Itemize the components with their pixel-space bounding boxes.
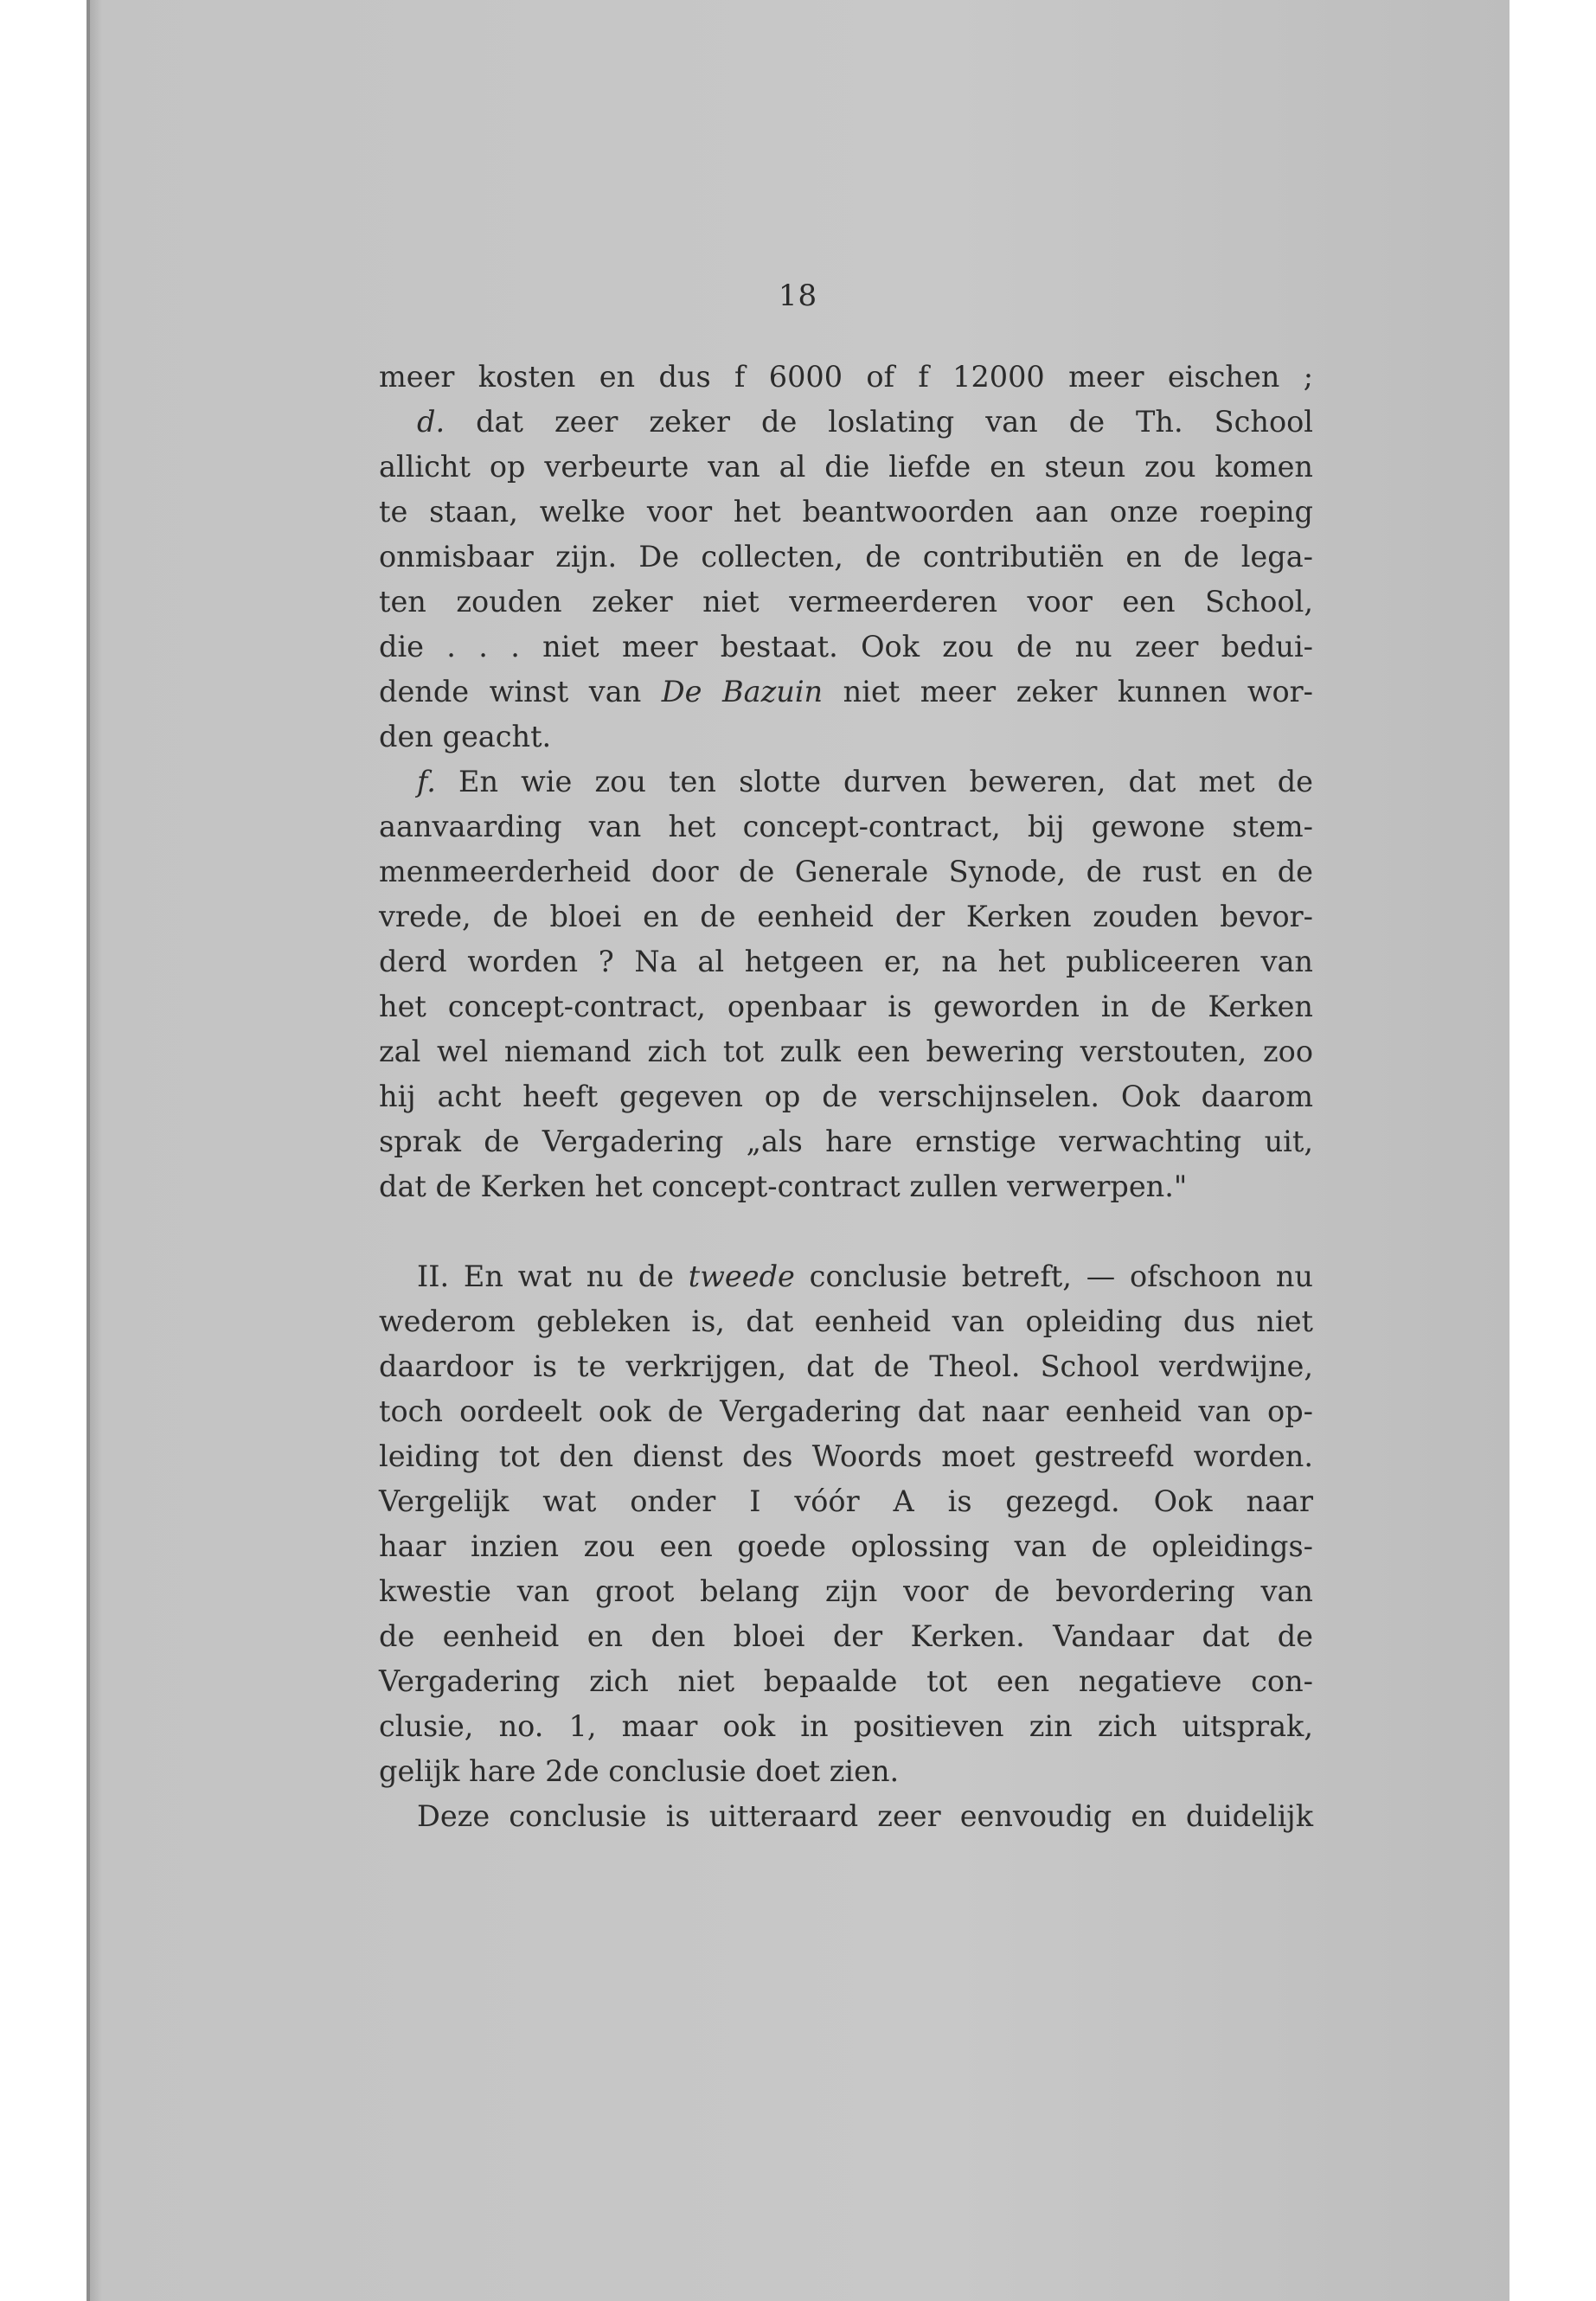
text-line: gelijk hare 2de conclusie doet zien. — [379, 1754, 900, 1788]
text-line — [379, 760, 1313, 804]
text-line — [379, 1254, 1313, 1299]
scan-margin-right — [1509, 0, 1596, 2301]
text-line: vrede, de bloei en de eenheid der Kerken zouden bevor- — [379, 900, 1313, 933]
text-line: clusie, no. 1, maar ook in positieven zin zich uitsprak, — [379, 1709, 1313, 1743]
text-line: den geacht. — [379, 720, 552, 753]
text-line: daardoor is te verkrijgen, dat de Theol. School verdwijne, — [379, 1349, 1313, 1383]
text-line: ten zouden zeker niet vermeerderen voor een School, — [379, 585, 1313, 619]
text-line: te staan, welke voor het beantwoorden aan onze roeping — [379, 495, 1313, 529]
text-line: Deze conclusie is uitteraard zeer eenvoudig en duidelijk — [417, 1799, 1313, 1833]
text-line — [379, 670, 1313, 715]
text-line: Vergelijk wat onder I vóór A is gezegd. Ook naar — [379, 1484, 1313, 1518]
text-line: aanvaarding van het concept-contract, bij gewone stem- — [379, 810, 1313, 843]
text-line: haar inzien zou een goede oplossing van de opleidings- — [379, 1529, 1313, 1563]
text-line: toch oordeelt ook de Vergadering dat naar eenheid van op- — [379, 1394, 1313, 1428]
emphasis: tweede — [688, 1259, 795, 1293]
periodical-title: De Bazuin — [661, 675, 824, 708]
text-span: dende winst van — [379, 675, 662, 708]
page-number: 18 — [778, 279, 818, 313]
text-line: derd worden ? Na al hetgeen er, na het publiceeren van — [379, 945, 1313, 978]
page-edge — [87, 0, 90, 2301]
body-text — [379, 355, 1313, 1839]
paragraph-gap — [379, 1209, 1313, 1254]
text-line: wederom gebleken is, dat eenheid van opleiding dus niet — [379, 1304, 1313, 1338]
scan-margin-left — [0, 0, 87, 2301]
text-span: II. En wat nu de — [417, 1259, 689, 1293]
text-line: dat de Kerken het concept-contract zullen verwerpen." — [379, 1170, 1188, 1203]
text-line: zal wel niemand zich tot zulk een bewering verstouten, zoo — [379, 1035, 1313, 1068]
text-span: conclusie betreft, — ofschoon nu — [794, 1259, 1313, 1293]
text-line: menmeerderheid door de Generale Synode, de rust en de — [379, 855, 1313, 888]
list-marker: f. — [417, 765, 436, 798]
text-line: de eenheid en den bloei der Kerken. Vandaar dat de — [379, 1619, 1313, 1653]
text-line: leiding tot den dienst des Woords moet gestreefd worden. — [379, 1439, 1313, 1473]
text-line: het concept-contract, openbaar is geworden in de Kerken — [379, 990, 1313, 1023]
text-line: hij acht heeft gegeven op de verschijnselen. Ook daarom — [379, 1080, 1313, 1113]
text-line: die . . . niet meer bestaat. Ook zou de nu zeer bedui- — [379, 630, 1313, 663]
text-line — [379, 400, 1313, 445]
text-span: niet meer zeker kunnen wor- — [823, 675, 1313, 708]
text-line: sprak de Vergadering „als hare ernstige verwachting uit, — [379, 1125, 1313, 1158]
text-line: Vergadering zich niet bepaalde tot een negatieve con- — [379, 1664, 1313, 1698]
text-line: onmisbaar zijn. De collecten, de contributiën en de lega- — [379, 540, 1313, 574]
text-span: En wie zou ten slotte durven beweren, dat met de — [435, 765, 1313, 798]
list-marker: d. — [417, 405, 445, 439]
text-span: dat zeer zeker de loslating van de Th. School — [445, 405, 1313, 439]
text-line: allicht op verbeurte van al die liefde en steun zou komen — [379, 450, 1313, 484]
text-line: kwestie van groot belang zijn voor de bevordering van — [379, 1574, 1313, 1608]
text-line: meer kosten en dus f 6000 of f 12000 meer eischen ; — [379, 360, 1313, 394]
